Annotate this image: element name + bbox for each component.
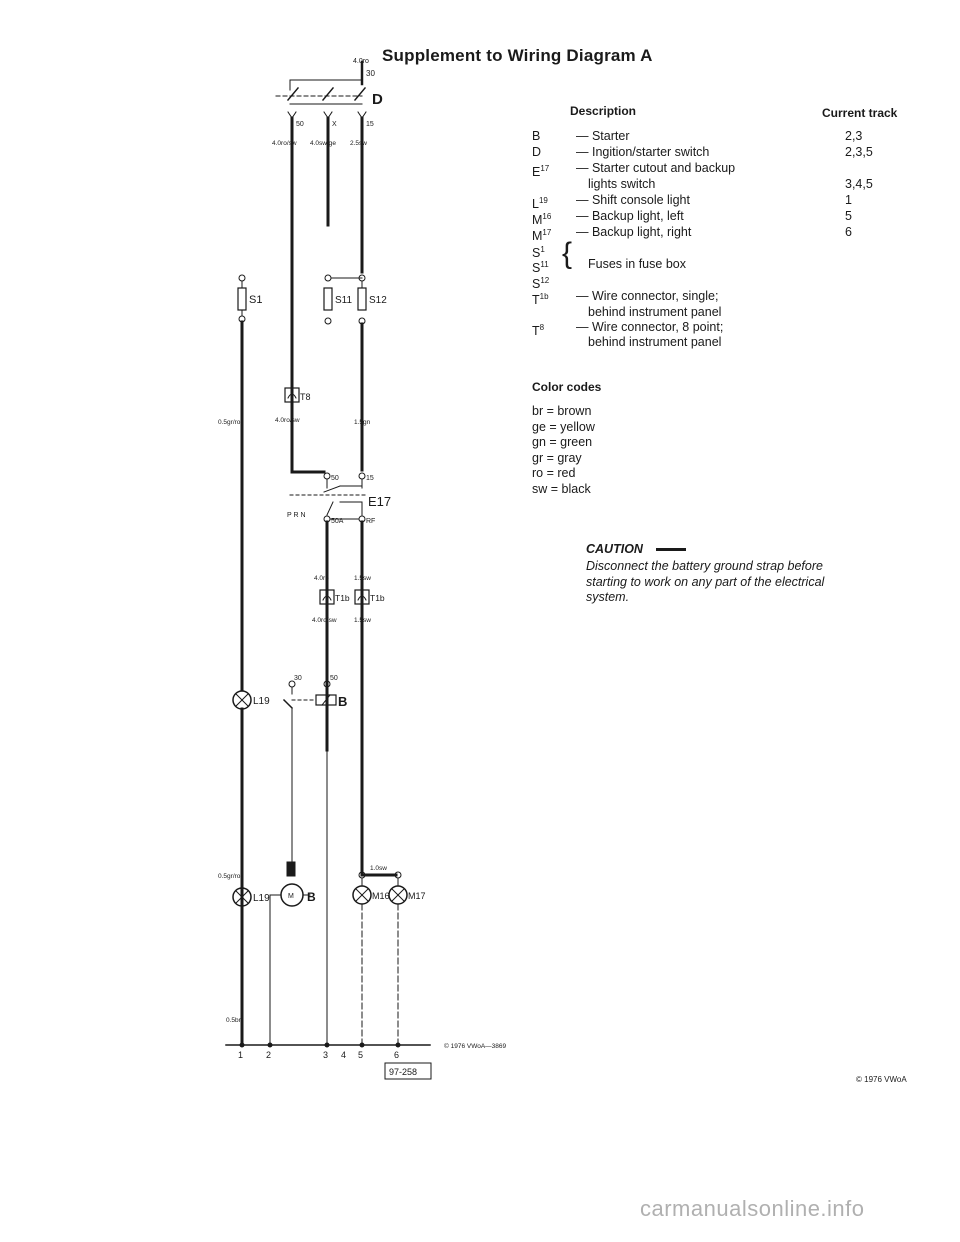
wire-40rosw-label: 4.0ro/sw bbox=[312, 617, 337, 624]
color-code-item: br = brown bbox=[532, 404, 592, 418]
legend-description: Fuses in fuse box bbox=[588, 257, 686, 271]
motor-b-label: B bbox=[307, 890, 316, 904]
color-code-item: sw = black bbox=[532, 481, 591, 496]
starter-30-label: 30 bbox=[294, 675, 302, 682]
legend-code: $S^1$ bbox=[532, 245, 545, 261]
starter-b-label: B bbox=[338, 694, 348, 709]
legend-code: $L^{19}$ bbox=[532, 196, 548, 212]
fuse-brace: { bbox=[562, 237, 573, 270]
e17-50a-label: 50A bbox=[331, 518, 344, 525]
wire-10sw-label: 1.0sw bbox=[370, 865, 387, 872]
track-number: 4 bbox=[341, 1050, 347, 1060]
track-number: 5 bbox=[358, 1050, 364, 1060]
e17-15-label: 15 bbox=[366, 475, 374, 482]
starter-50-label: 50 bbox=[330, 675, 338, 682]
fuse-s1-label: S1 bbox=[249, 294, 263, 306]
e17-rf-label: RF bbox=[366, 518, 376, 525]
legend-description: — Wire connector, 8 point; bbox=[576, 320, 724, 334]
fuse-s11-label: S11 bbox=[335, 295, 353, 306]
wire-25sw-label: 2.5sw bbox=[350, 140, 367, 147]
legend-description: lights switch bbox=[588, 177, 656, 191]
legend-code: $T^{1b}$ bbox=[532, 292, 549, 308]
legend-track: 1 bbox=[845, 193, 852, 207]
track-number: 2 bbox=[266, 1050, 272, 1060]
page-copyright: © 1976 VWoA bbox=[856, 1075, 907, 1084]
switch-d-label: D bbox=[372, 91, 383, 108]
lamp-l19-bottom-label: L19 bbox=[253, 893, 270, 904]
legend-track: 3,4,5 bbox=[845, 177, 873, 191]
terminal-50-label: 50 bbox=[296, 121, 304, 128]
wire-rosw2-label: 4.0ro/sw bbox=[275, 417, 300, 424]
prn-label: P R N bbox=[287, 512, 306, 519]
color-code-item: ge = yellow bbox=[532, 419, 595, 434]
color-code-item: ro = red bbox=[532, 466, 576, 480]
color-code-item: gr = gray bbox=[532, 450, 582, 465]
description-header: Description bbox=[570, 104, 637, 118]
color-codes-header: Color codes bbox=[532, 380, 602, 394]
legend-description: — Backup light, left bbox=[576, 209, 684, 223]
watermark-text: carmanualsonline.info bbox=[640, 1196, 865, 1221]
lamp-m17-label: M17 bbox=[408, 891, 426, 901]
wire-05grro-b-label: 0.5gr/ro bbox=[218, 873, 241, 880]
lamp-m16-label: M16 bbox=[372, 891, 390, 901]
current-track-header: Current track bbox=[822, 106, 898, 120]
connector-t1b-a-label: T1b bbox=[335, 593, 350, 603]
legend-track: 5 bbox=[845, 209, 852, 223]
track-number: 3 bbox=[323, 1050, 329, 1060]
lamp-l19-top-label: L19 bbox=[253, 696, 270, 707]
legend-code: $E^{17}$ bbox=[532, 164, 550, 180]
legend-description: — Starter bbox=[576, 129, 630, 143]
track-number: 1 bbox=[238, 1050, 244, 1060]
connector-t8-label: T8 bbox=[300, 392, 311, 402]
legend-code: $S^{11}$ bbox=[532, 260, 549, 276]
caution-rule bbox=[656, 548, 686, 551]
wire-05br-label: 0.5br bbox=[226, 1017, 241, 1024]
wire-rosw-label: 4.0ro/sw bbox=[272, 140, 297, 147]
legend-code: $M^{17}$ bbox=[532, 228, 552, 244]
legend-track: 2,3,5 bbox=[845, 145, 873, 159]
legend-code: $S^{12}$ bbox=[532, 276, 550, 292]
wire-15gn-label: 1.5gn bbox=[354, 419, 371, 426]
legend-code: B bbox=[532, 129, 541, 143]
color-code-item: gn = green bbox=[532, 435, 593, 449]
caution-text: Disconnect the battery ground strap before starting to work on any part of the electrical system. bbox=[586, 559, 825, 604]
page-title: Supplement to Wiring Diagram A bbox=[382, 46, 653, 65]
wire-label-top: 4.0ro bbox=[353, 58, 369, 65]
legend-description: — Starter cutout and backup bbox=[576, 161, 736, 175]
fuse-s12-label: S12 bbox=[369, 295, 387, 306]
motor-m-label: M bbox=[288, 893, 294, 900]
wire-swge-label: 4.0sw/ge bbox=[310, 140, 337, 147]
legend-description: — Wire connector, single; bbox=[576, 289, 719, 303]
terminal-30-label: 30 bbox=[366, 69, 375, 78]
connector-t1b-b-label: T1b bbox=[370, 593, 385, 603]
legend-track: 6 bbox=[845, 225, 852, 239]
legend-description: behind instrument panel bbox=[588, 305, 722, 319]
e17-50-label: 50 bbox=[331, 475, 339, 482]
terminal-x-label: X bbox=[332, 121, 337, 128]
caution-heading: CAUTION bbox=[586, 542, 643, 556]
legend-code: $M^{16}$ bbox=[532, 212, 552, 228]
terminal-15-label: 15 bbox=[366, 121, 374, 128]
legend-description: — Backup light, right bbox=[576, 225, 692, 239]
wire-15sw-label: 1.5sw bbox=[354, 575, 371, 582]
figure-number: 97-258 bbox=[389, 1067, 418, 1077]
legend-code: D bbox=[532, 145, 542, 159]
legend-description: — Shift console light bbox=[576, 193, 690, 207]
legend-code: $T^8$ bbox=[532, 323, 545, 339]
track-number: 6 bbox=[394, 1050, 400, 1060]
wire-05grro-label: 0.5gr/ro bbox=[218, 419, 241, 426]
wire-40ro-label: 4.0ro bbox=[314, 575, 329, 582]
switch-e17-label: E17 bbox=[368, 494, 392, 509]
figure-copyright: © 1976 VWoA—3869 bbox=[444, 1043, 507, 1050]
legend-track: 2,3 bbox=[845, 129, 863, 143]
legend-description: — Ingition/starter switch bbox=[576, 145, 710, 159]
wire-15sw2-label: 1.5sw bbox=[354, 617, 371, 624]
legend-description: behind instrument panel bbox=[588, 335, 722, 349]
